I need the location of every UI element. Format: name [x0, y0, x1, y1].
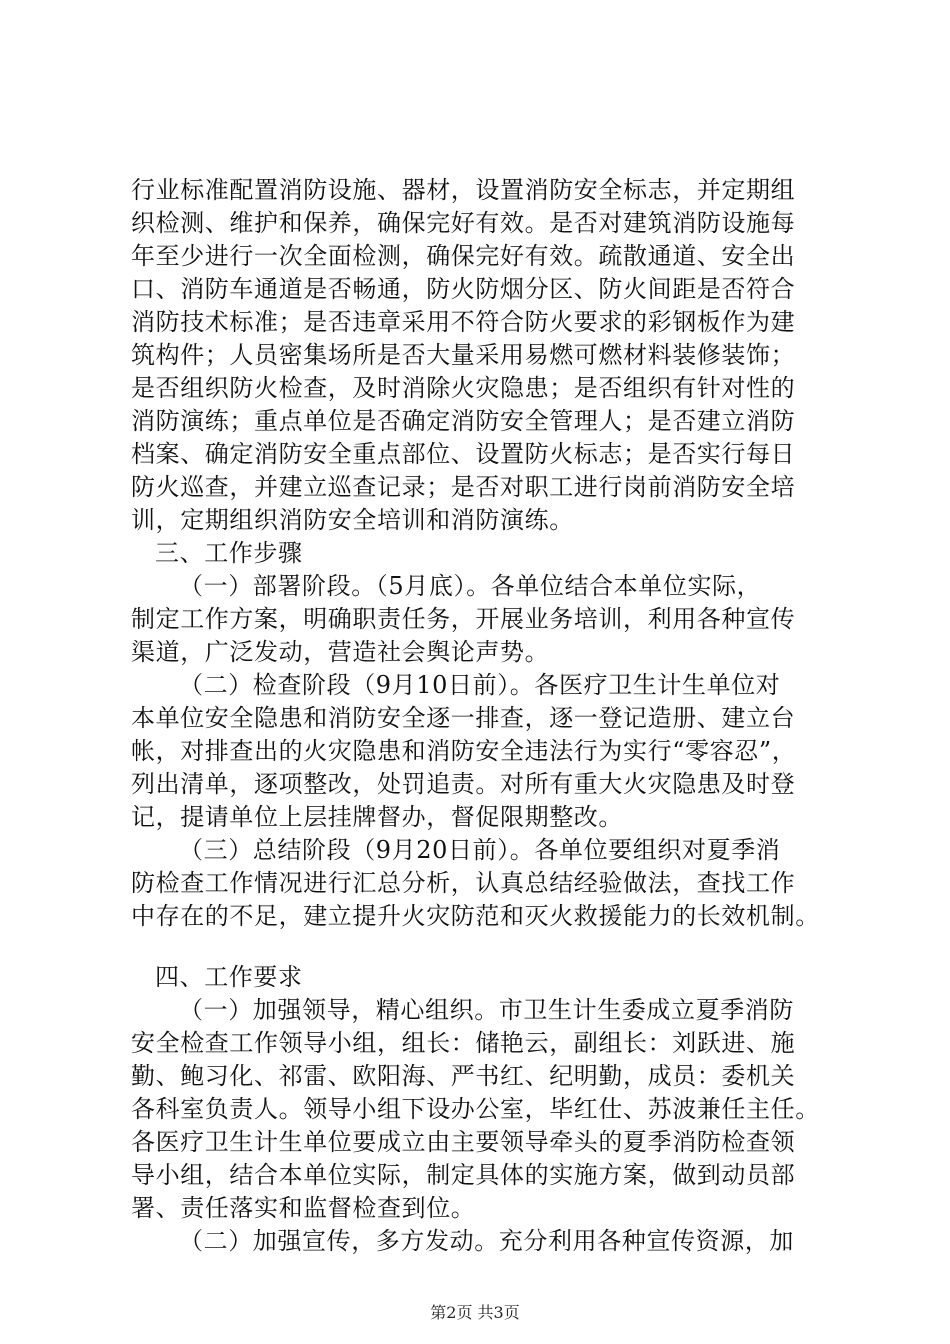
paragraph-gap	[131, 933, 843, 961]
text-line: 列出清单，逐项整改，处罚追责。对所有重大火灾隐患及时登	[131, 770, 796, 798]
text-line: 中存在的不足，建立提升火灾防范和灭火救援能力的长效机制。	[131, 902, 820, 930]
section-heading-steps: 三、工作步骤	[155, 539, 303, 567]
text-line: 防检查工作情况进行汇总分析，认真总结经验做法，查找工作	[131, 869, 796, 897]
text-line: 消防技术标准；是否违章采用不符合防火要求的彩钢板作为建	[131, 308, 796, 336]
text-line: 渠道，广泛发动，营造社会舆论声势。	[131, 638, 550, 666]
text-line: 行业标准配置消防设施、器材，设置消防安全标志，并定期组	[131, 176, 796, 204]
text-line: （二）加强宣传，多方发动。充分利用各种宣传资源，加	[179, 1227, 794, 1255]
text-line: （三）总结阶段（9月20日前）。各单位要组织对夏季消	[179, 836, 781, 864]
text-line: 记，提请单位上层挂牌督办，督促限期整改。	[131, 803, 623, 831]
text-line: 各医疗卫生计生单位要成立由主要领导牵头的夏季消防检查领	[131, 1128, 796, 1156]
text-line: 织检测、维护和保养，确保完好有效。是否对建筑消防设施每	[131, 209, 796, 237]
text-line: 署、责任落实和监督检查到位。	[131, 1194, 476, 1222]
text-line: 制定工作方案，明确职责任务，开展业务培训，利用各种宣传	[131, 605, 796, 633]
text-line: 年至少进行一次全面检测，确保完好有效。疏散通道、安全出	[131, 242, 796, 270]
text-line: （一）部署阶段。（5月底）。各单位结合本单位实际，	[179, 572, 762, 600]
text-line: （一）加强领导，精心组织。市卫生计生委成立夏季消防	[179, 996, 794, 1024]
text-line: 帐，对排查出的火灾隐患和消防安全违法行为实行“零容忍”，	[131, 737, 797, 765]
text-line: 各科室负责人。领导小组下设办公室，毕红仕、苏波兼任主任。	[131, 1095, 820, 1123]
document-body	[131, 174, 843, 1258]
text-line: 防火巡查，并建立巡查记录；是否对职工进行岗前消防安全培	[131, 473, 796, 501]
text-line: 导小组，结合本单位实际，制定具体的实施方案，做到动员部	[131, 1161, 796, 1189]
text-line: 训，定期组织消防安全培训和消防演练。	[131, 506, 574, 534]
text-line: 筑构件；人员密集场所是否大量采用易燃可燃材料装修装饰；	[131, 341, 796, 369]
page-number-footer: 第2页 共3页	[430, 1303, 520, 1322]
text-line: （二）检查阶段（9月10日前）。各医疗卫生计生单位对	[179, 671, 781, 699]
text-line: 本单位安全隐患和消防安全逐一排查，逐一登记造册、建立台	[131, 704, 796, 732]
text-line: 口、消防车通道是否畅通，防火防烟分区、防火间距是否符合	[131, 275, 796, 303]
text-line: 消防演练；重点单位是否确定消防安全管理人；是否建立消防	[131, 407, 796, 435]
text-line: 勤、鲍习化、祁雷、欧阳海、严书红、纪明勤，成员：委机关	[131, 1062, 796, 1090]
text-line: 档案、确定消防安全重点部位、设置防火标志；是否实行每日	[131, 440, 796, 468]
text-line: 是否组织防火检查，及时消除火灾隐患；是否组织有针对性的	[131, 374, 796, 402]
text-line: 安全检查工作领导小组，组长：储艳云，副组长：刘跃进、施	[131, 1029, 796, 1057]
section-heading-requirements: 四、工作要求	[155, 963, 303, 991]
